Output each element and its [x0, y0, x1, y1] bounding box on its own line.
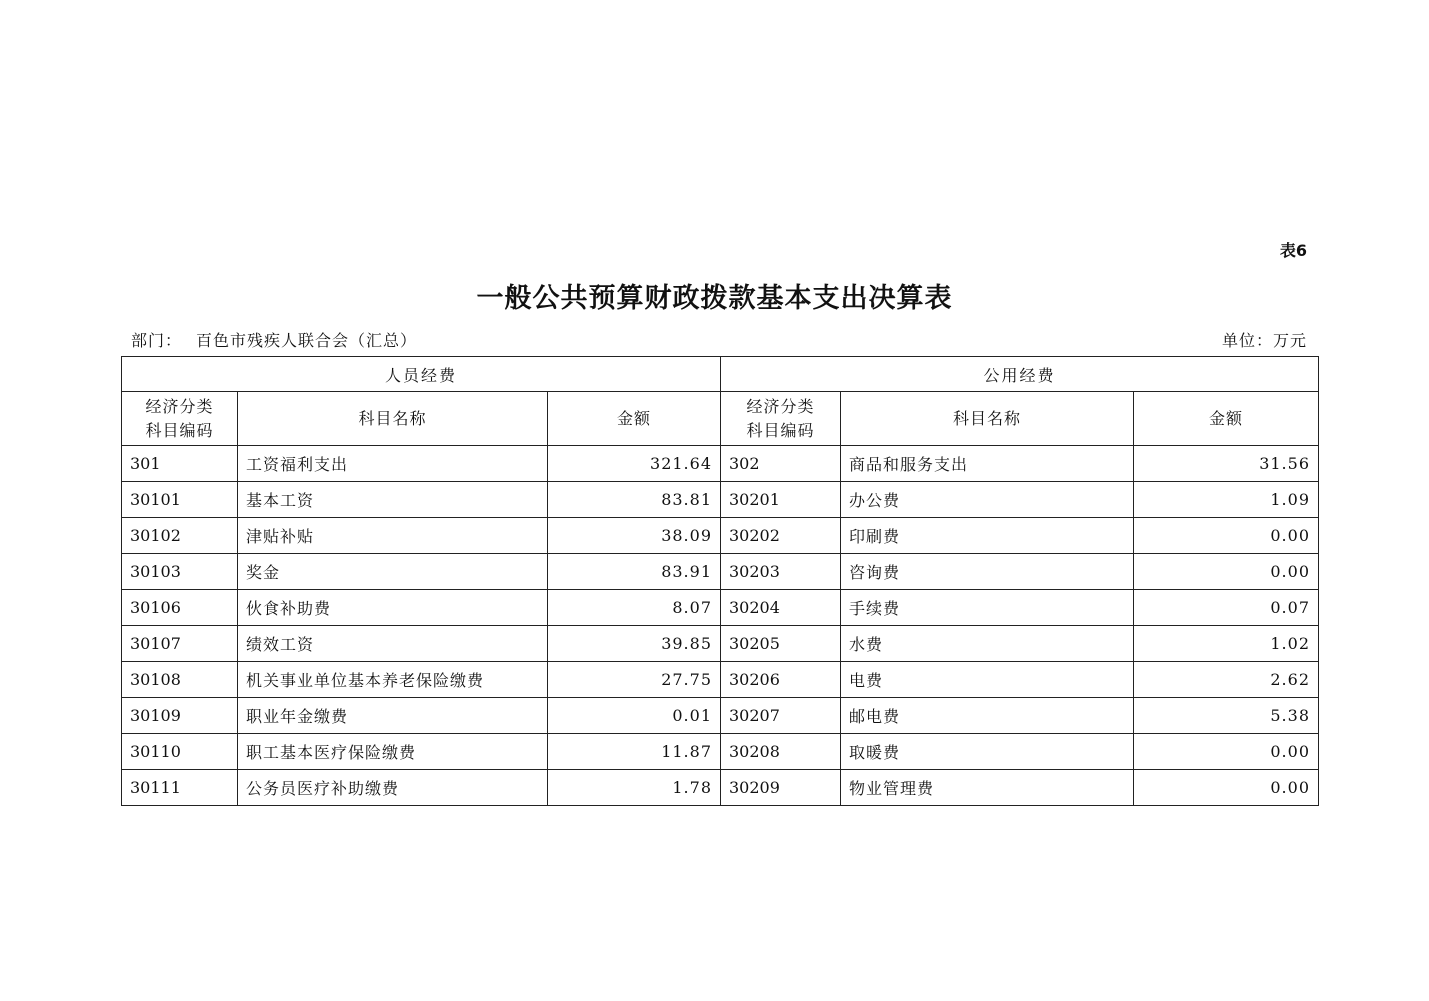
right-code-cell: 30208 — [721, 734, 841, 770]
column-header-row — [122, 392, 1319, 446]
left-code-cell: 30109 — [122, 698, 238, 734]
left-amount-cell: 11.87 — [548, 734, 721, 770]
right-code-cell: 30203 — [721, 554, 841, 590]
left-amount-cell: 83.91 — [548, 554, 721, 590]
right-code-header — [721, 392, 841, 446]
left-code-cell: 30106 — [122, 590, 238, 626]
left-name-cell: 奖金 — [238, 554, 548, 590]
left-code-cell: 30110 — [122, 734, 238, 770]
left-name-cell: 机关事业单位基本养老保险缴费 — [238, 662, 548, 698]
right-name-cell: 取暖费 — [841, 734, 1134, 770]
right-code-cell: 30207 — [721, 698, 841, 734]
right-name-header: 科目名称 — [841, 392, 1134, 446]
right-amount-cell: 2.62 — [1134, 662, 1319, 698]
left-name-cell: 绩效工资 — [238, 626, 548, 662]
right-amount-cell: 0.00 — [1134, 518, 1319, 554]
left-amount-cell: 83.81 — [548, 482, 721, 518]
left-code-cell: 30111 — [122, 770, 238, 806]
code-header-line2: 科目编码 — [746, 420, 815, 440]
table-row — [122, 698, 1319, 734]
code-header-line2: 科目编码 — [145, 420, 214, 440]
right-name-cell: 邮电费 — [841, 698, 1134, 734]
left-name-cell: 津贴补贴 — [238, 518, 548, 554]
left-amount-cell: 8.07 — [548, 590, 721, 626]
table-row — [122, 482, 1319, 518]
table-row — [122, 734, 1319, 770]
page-title: 一般公共预算财政拨款基本支出决算表 — [476, 283, 953, 314]
group-personnel-header: 人员经费 — [122, 357, 721, 392]
table-row — [122, 770, 1319, 806]
left-amount-cell: 0.01 — [548, 698, 721, 734]
left-name-cell: 职业年金缴费 — [238, 698, 548, 734]
left-code-cell: 30108 — [122, 662, 238, 698]
right-code-cell: 30202 — [721, 518, 841, 554]
right-name-cell: 办公费 — [841, 482, 1134, 518]
right-name-cell: 咨询费 — [841, 554, 1134, 590]
left-name-cell: 基本工资 — [238, 482, 548, 518]
right-amount-cell: 1.02 — [1134, 626, 1319, 662]
code-header-line1: 经济分类 — [145, 396, 214, 416]
left-name-cell: 工资福利支出 — [238, 446, 548, 482]
left-code-cell: 301 — [122, 446, 238, 482]
right-code-cell: 30206 — [721, 662, 841, 698]
unit-label: 单位：万元 — [1221, 331, 1307, 350]
table-row — [122, 590, 1319, 626]
right-name-cell: 电费 — [841, 662, 1134, 698]
budget-table — [121, 356, 1319, 806]
left-code-cell: 30101 — [122, 482, 238, 518]
right-amount-cell: 0.00 — [1134, 770, 1319, 806]
group-header-row — [122, 357, 1319, 392]
right-amount-cell: 0.00 — [1134, 734, 1319, 770]
table-number: 表6 — [1279, 241, 1307, 260]
left-name-cell: 公务员医疗补助缴费 — [238, 770, 548, 806]
right-amount-cell: 5.38 — [1134, 698, 1319, 734]
left-amount-cell: 38.09 — [548, 518, 721, 554]
right-code-cell: 30201 — [721, 482, 841, 518]
right-amount-cell: 0.00 — [1134, 554, 1319, 590]
table-row — [122, 554, 1319, 590]
table-row — [122, 626, 1319, 662]
left-code-cell: 30102 — [122, 518, 238, 554]
department-value: 百色市残疾人联合会（汇总） — [196, 331, 418, 350]
right-amount-cell: 31.56 — [1134, 446, 1319, 482]
right-code-cell: 30205 — [721, 626, 841, 662]
department-line — [131, 328, 417, 351]
left-code-cell: 30107 — [122, 626, 238, 662]
right-name-cell: 商品和服务支出 — [841, 446, 1134, 482]
left-code-cell: 30103 — [122, 554, 238, 590]
table-row — [122, 518, 1319, 554]
left-amount-cell: 321.64 — [548, 446, 721, 482]
right-name-cell: 手续费 — [841, 590, 1134, 626]
right-code-cell: 30209 — [721, 770, 841, 806]
right-amount-cell: 1.09 — [1134, 482, 1319, 518]
department-label: 部门： — [131, 331, 183, 350]
left-name-header: 科目名称 — [238, 392, 548, 446]
left-code-header — [122, 392, 238, 446]
right-name-cell: 物业管理费 — [841, 770, 1134, 806]
left-amount-header: 金额 — [548, 392, 721, 446]
left-name-cell: 伙食补助费 — [238, 590, 548, 626]
right-name-cell: 水费 — [841, 626, 1134, 662]
right-code-cell: 302 — [721, 446, 841, 482]
table-row — [122, 446, 1319, 482]
left-amount-cell: 27.75 — [548, 662, 721, 698]
left-name-cell: 职工基本医疗保险缴费 — [238, 734, 548, 770]
group-public-header: 公用经费 — [721, 357, 1319, 392]
code-header-line1: 经济分类 — [746, 396, 815, 416]
left-amount-cell: 39.85 — [548, 626, 721, 662]
left-amount-cell: 1.78 — [548, 770, 721, 806]
right-code-cell: 30204 — [721, 590, 841, 626]
table-row — [122, 662, 1319, 698]
right-amount-cell: 0.07 — [1134, 590, 1319, 626]
right-name-cell: 印刷费 — [841, 518, 1134, 554]
right-amount-header: 金额 — [1134, 392, 1319, 446]
